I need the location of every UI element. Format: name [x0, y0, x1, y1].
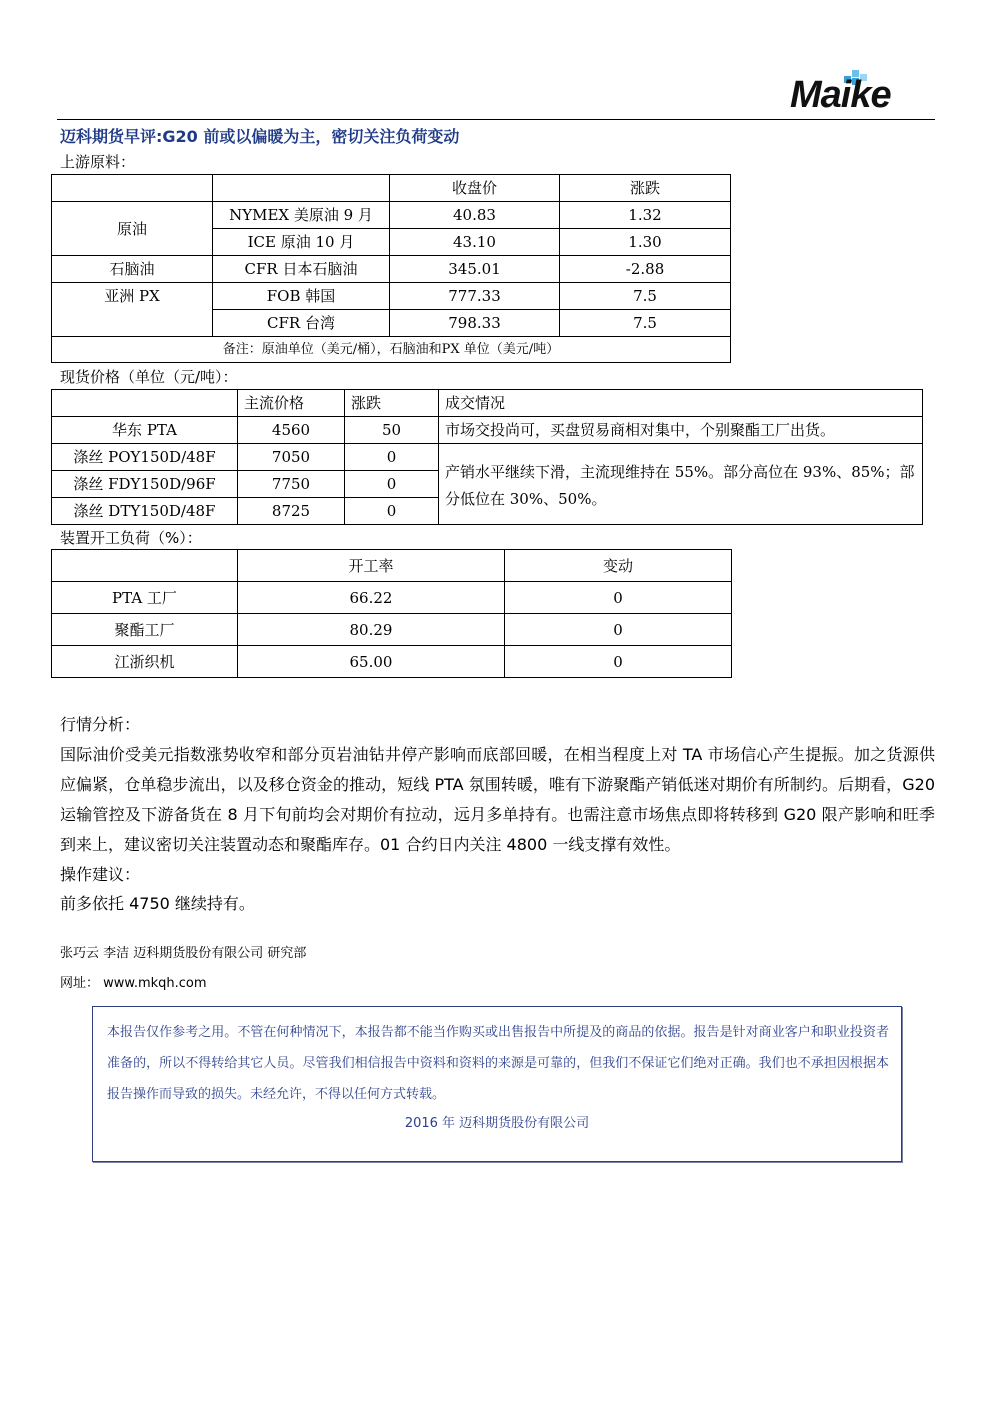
group-cell: 原油 — [52, 202, 213, 256]
table-note-row — [52, 337, 731, 363]
product-cell: 涤丝 DTY150D/48F — [52, 498, 238, 525]
price-cell: 8725 — [238, 498, 345, 525]
analysis-text: 国际油价受美元指数涨势收窄和部分页岩油钻井停产影响而底部回暖，在相当程度上对 TA 市场信心产生提振。加之货源供应偏紧，仓单稳步流出，以及移仓资金的推动，短线 PTA 氛围转暖，唯有下游聚酯产销低迷对期价有所制约。后期看，G20 运输管控及下游备货在 8 月下旬前均会对期价有拉动，远月多单持有。也需注意市场焦点即将转移到 G20 限产影响和旺季到来上，建议密切关注装置动态和聚酯库存。01 合约日内关注 4800 一线支撑有效性。 — [60, 745, 935, 854]
change-cell: 0 — [345, 471, 439, 498]
price-cell: 7050 — [238, 444, 345, 471]
header-cell: 涨跌 — [345, 390, 439, 417]
product-cell: FOB 韩国 — [213, 283, 390, 310]
price-cell: 4560 — [238, 417, 345, 444]
change-cell: 7.5 — [560, 283, 731, 310]
price-cell: 7750 — [238, 471, 345, 498]
product-cell: 涤丝 FDY150D/96F — [52, 471, 238, 498]
change-cell: 1.30 — [560, 229, 731, 256]
upstream-table — [51, 174, 731, 363]
change-cell: 0 — [345, 498, 439, 525]
table-row — [52, 444, 923, 471]
table-row — [52, 202, 731, 229]
table-header-row — [52, 175, 731, 202]
deal-cell: 市场交投尚可，买盘贸易商相对集中，个别聚酯工厂出货。 — [439, 417, 923, 444]
header-cell — [52, 390, 238, 417]
table-row — [52, 614, 732, 646]
header-cell: 变动 — [505, 550, 732, 582]
table-header-row — [52, 390, 923, 417]
product-cell: ICE 原油 10 月 — [213, 229, 390, 256]
upstream-label: 上游原料： — [60, 153, 136, 171]
analysis-label: 行情分析： — [60, 715, 141, 734]
disclaimer-footer: 2016 年 迈科期货股份有限公司 — [404, 1116, 590, 1131]
rate-cell: 65.00 — [238, 646, 505, 678]
plant-cell: 聚酯工厂 — [52, 614, 238, 646]
logo-text: Maike — [790, 74, 891, 116]
product-cell: CFR 日本石脑油 — [213, 256, 390, 283]
website-link[interactable]: 网址： www.mkqh.com — [60, 976, 207, 991]
advice-label: 操作建议： — [60, 865, 141, 884]
table-row — [52, 646, 732, 678]
close-cell: 798.33 — [390, 310, 560, 337]
table-row — [52, 256, 731, 283]
change-cell: 50 — [345, 417, 439, 444]
load-table — [51, 549, 732, 678]
plant-cell: PTA 工厂 — [52, 582, 238, 614]
rate-cell: 80.29 — [238, 614, 505, 646]
header-cell — [52, 550, 238, 582]
report-title: 迈科期货早评:G20 前或以偏暖为主，密切关注负荷变动 — [60, 127, 460, 146]
header-cell: 收盘价 — [390, 175, 560, 202]
disclaimer-text: 本报告仅作参考之用。不管在何种情况下，本报告都不能当作购买或出售报告中所提及的商品的依据。报告是针对商业客户和职业投资者准备的，所以不得转给其它人员。尽管我们相信报告中资料和资料的来源是可靠的，但我们不保证它们绝对正确。我们也不承担因根据本报告操作而导致的损失。未经允许，不得以任何方式转载。 — [107, 1025, 889, 1102]
header-cell: 主流价格 — [238, 390, 345, 417]
change-cell: -2.88 — [560, 256, 731, 283]
header-cell: 开工率 — [238, 550, 505, 582]
change-cell: 0 — [345, 444, 439, 471]
spot-table — [51, 389, 923, 525]
product-cell: 华东 PTA — [52, 417, 238, 444]
change-cell: 7.5 — [560, 310, 731, 337]
table-header-row — [52, 550, 732, 582]
header-cell — [52, 175, 213, 202]
group-cell: 亚洲 PX — [52, 283, 213, 337]
rate-cell: 66.22 — [238, 582, 505, 614]
close-cell: 777.33 — [390, 283, 560, 310]
product-cell: CFR 台湾 — [213, 310, 390, 337]
header-cell: 成交情况 — [439, 390, 923, 417]
load-label: 装置开工负荷（%）： — [60, 529, 202, 547]
change-cell: 0 — [505, 614, 732, 646]
product-cell: NYMEX 美原油 9 月 — [213, 202, 390, 229]
advice-text: 前多依托 4750 继续持有。 — [60, 894, 255, 913]
change-cell: 1.32 — [560, 202, 731, 229]
table-row — [52, 582, 732, 614]
table-row — [52, 283, 731, 310]
deal-cell: 产销水平继续下滑，主流现维持在 55%。部分高位在 93%、85%；部分低位在 30%、50%。 — [439, 444, 923, 525]
product-cell: 涤丝 POY150D/48F — [52, 444, 238, 471]
header-cell: 涨跌 — [560, 175, 731, 202]
disclaimer-box — [92, 1006, 902, 1162]
table-row — [52, 417, 923, 444]
group-cell: 石脑油 — [52, 256, 213, 283]
plant-cell: 江浙织机 — [52, 646, 238, 678]
authors: 张巧云 李洁 迈科期货股份有限公司 研究部 — [60, 946, 307, 961]
change-cell: 0 — [505, 646, 732, 678]
unit-note: 备注：原油单位（美元/桶），石脑油和PX 单位（美元/吨） — [52, 337, 731, 363]
close-cell: 43.10 — [390, 229, 560, 256]
close-cell: 40.83 — [390, 202, 560, 229]
header-cell — [213, 175, 390, 202]
close-cell: 345.01 — [390, 256, 560, 283]
company-logo — [788, 72, 928, 120]
header-divider — [57, 119, 935, 120]
change-cell: 0 — [505, 582, 732, 614]
spot-label: 现货价格（单位（元/吨）： — [60, 368, 238, 386]
